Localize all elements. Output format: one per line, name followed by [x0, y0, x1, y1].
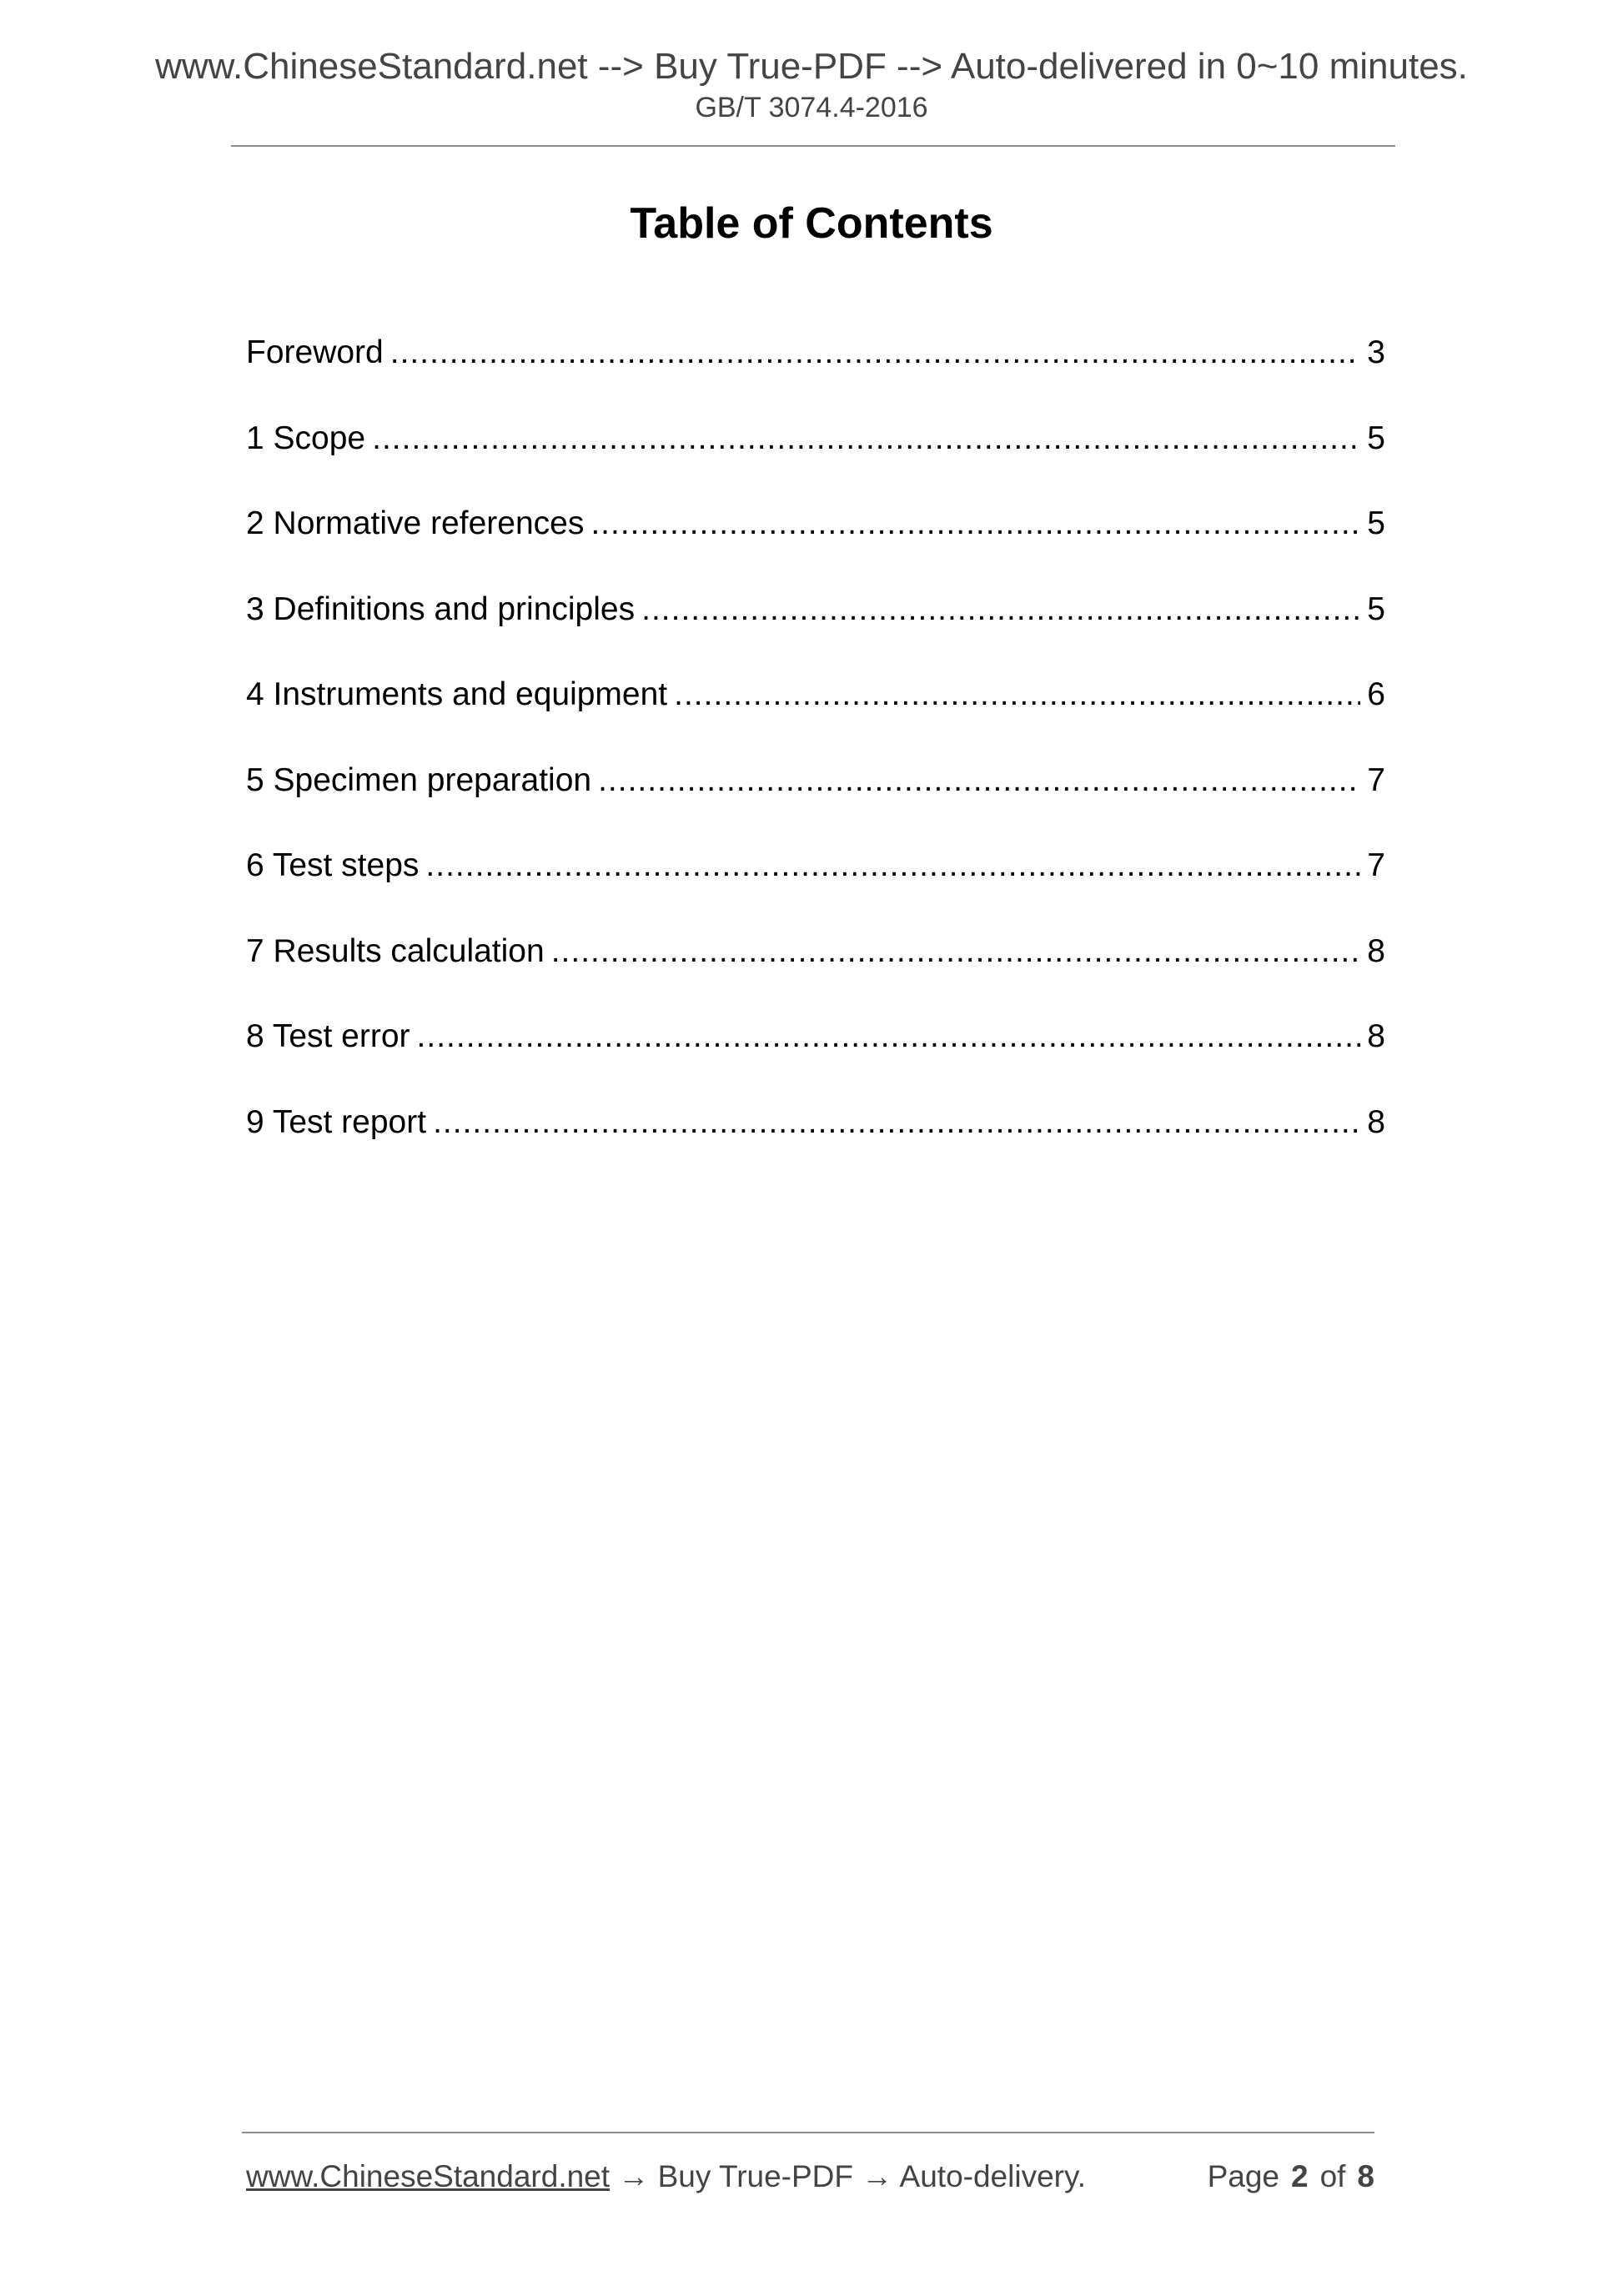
toc-entry-page: 8: [1367, 1103, 1385, 1140]
toc-entry-results-calculation[interactable]: [246, 926, 1385, 1012]
header-divider: [231, 145, 1395, 147]
footer-promo: [246, 2153, 1086, 2200]
standard-code: GB/T 3074.4-2016: [695, 92, 928, 123]
toc-entry-label: 5 Specimen preparation: [246, 761, 592, 798]
toc-dot-leader: [390, 327, 1361, 379]
of-word: of: [1319, 2159, 1346, 2193]
toc-entry-page: 5: [1367, 590, 1385, 627]
page-indicator: [1208, 2153, 1374, 2200]
toc-dot-leader: [433, 1097, 1360, 1148]
toc-entry-label: 4 Instruments and equipment: [246, 676, 668, 712]
toc-entry-page: 5: [1367, 505, 1385, 541]
header-banner: www.ChineseStandard.net --> Buy True-PDF --> Auto-delivered in 0~10 minutes.: [155, 46, 1468, 87]
toc-dot-leader: [590, 498, 1360, 550]
toc-dot-leader: [425, 840, 1360, 892]
toc-entry-label: Foreword: [246, 334, 384, 370]
footer-divider: [242, 2132, 1374, 2133]
toc-entry-page: 7: [1367, 761, 1385, 798]
toc-list: [246, 327, 1385, 1182]
toc-entry-label: 1 Scope: [246, 420, 366, 456]
toc-dot-leader: [372, 413, 1360, 465]
arrow-right-icon: →: [618, 2159, 650, 2193]
toc-entry-page: 8: [1367, 932, 1385, 969]
page-total: 8: [1357, 2159, 1374, 2193]
toc-entry-label: 3 Definitions and principles: [246, 590, 636, 627]
toc-dot-leader: [641, 584, 1360, 636]
toc-entry-page: 5: [1367, 420, 1385, 456]
footer-buy-text: Buy True-PDF: [657, 2159, 854, 2193]
toc-entry-test-steps[interactable]: [246, 840, 1385, 926]
page-footer: [246, 2153, 1374, 2200]
toc-entry-page: 8: [1367, 1018, 1385, 1054]
toc-entry-label: 2 Normative references: [246, 505, 585, 541]
toc-entry-label: 8 Test error: [246, 1018, 410, 1054]
toc-entry-test-error[interactable]: [246, 1011, 1385, 1097]
toc-entry-test-report[interactable]: [246, 1097, 1385, 1183]
toc-dot-leader: [674, 669, 1360, 721]
toc-dot-leader: [417, 1011, 1361, 1063]
toc-title: Table of Contents: [630, 199, 993, 248]
toc-entry-foreword[interactable]: [246, 327, 1385, 413]
toc-entry-label: 7 Results calculation: [246, 932, 545, 969]
toc-entry-specimen-preparation[interactable]: [246, 755, 1385, 841]
toc-entry-page: 3: [1367, 334, 1385, 370]
toc-entry-normative-references[interactable]: [246, 498, 1385, 584]
toc-entry-label: 6 Test steps: [246, 847, 420, 883]
toc-entry-instruments[interactable]: [246, 669, 1385, 755]
page-word: Page: [1207, 2159, 1279, 2193]
toc-entry-page: 7: [1367, 847, 1385, 883]
toc-entry-page: 6: [1367, 676, 1385, 712]
toc-dot-leader: [598, 755, 1360, 806]
arrow-right-icon: →: [862, 2159, 893, 2193]
footer-site-link[interactable]: www.ChineseStandard.net: [246, 2159, 611, 2193]
toc-entry-label: 9 Test report: [246, 1103, 427, 1140]
toc-dot-leader: [551, 926, 1361, 977]
page-current: 2: [1290, 2159, 1309, 2193]
footer-delivery-text: Auto-delivery.: [899, 2159, 1087, 2193]
toc-entry-scope[interactable]: [246, 413, 1385, 499]
toc-entry-definitions[interactable]: [246, 584, 1385, 670]
